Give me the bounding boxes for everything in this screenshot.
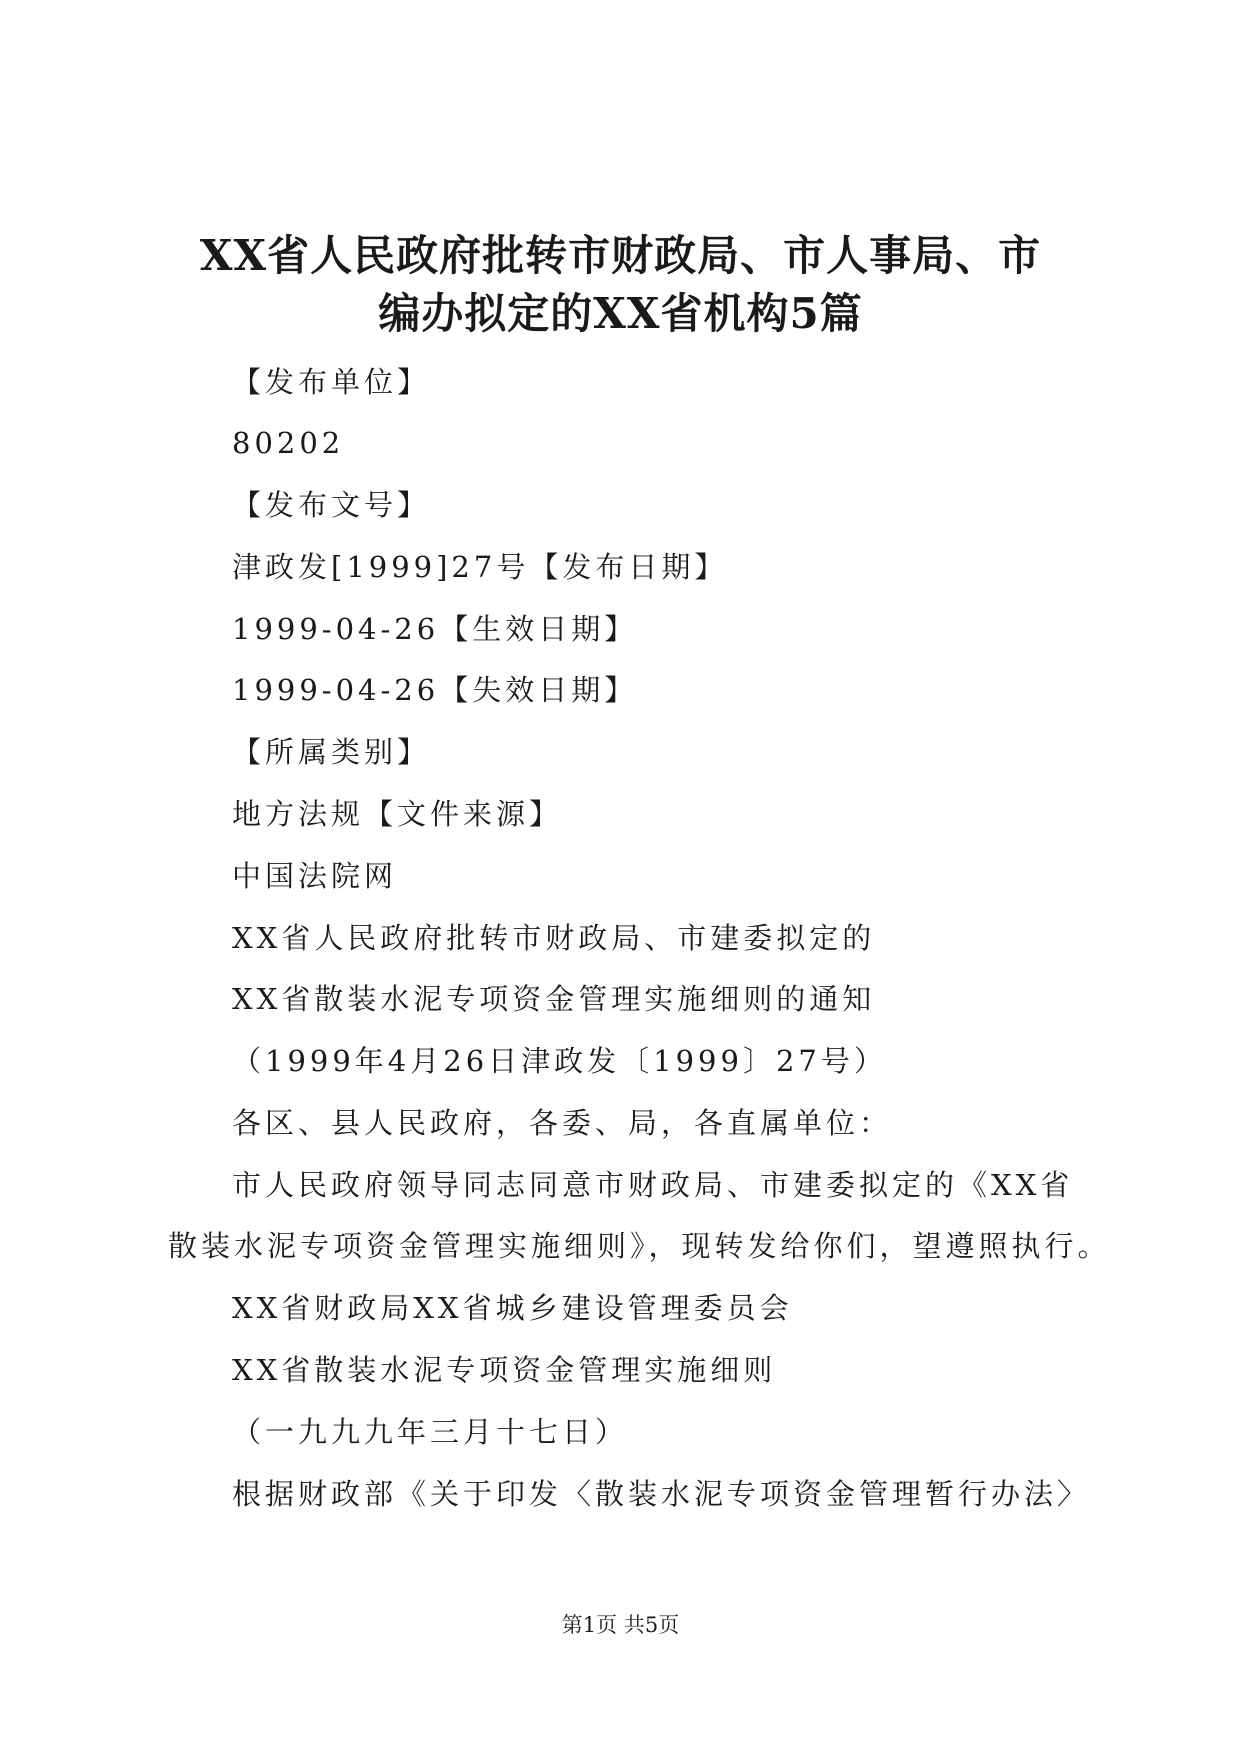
document-title-line-1: XX省人民政府批转市财政局、市人事局、市	[199, 231, 1042, 280]
field-value-doc-number: 津政发[1999]27号【发布日期】	[232, 550, 728, 584]
field-value-effective-date: 1999-04-26【失效日期】	[232, 673, 638, 707]
notice-heading-line-1: XX省人民政府批转市财政局、市建委拟定的	[232, 921, 876, 955]
field-label-category: 【所属类别】	[232, 735, 431, 769]
notice-heading-line-2: XX省散装水泥专项资金管理实施细则的通知	[232, 982, 876, 1016]
field-value-category: 地方法规【文件来源】	[232, 797, 563, 831]
notice-date-reference: （1999年4月26日津政发〔1999〕27号）	[232, 1044, 887, 1078]
rules-body-line-1: 根据财政部《关于印发〈散装水泥专项资金管理暂行办法〉	[232, 1477, 1091, 1511]
issuing-bodies: XX省财政局XX省城乡建设管理委员会	[232, 1291, 793, 1325]
notice-body-line-2: 散装水泥专项资金管理实施细则》，现转发给你们，望遵照执行。	[168, 1229, 1111, 1263]
document-title-line-2: 编办拟定的XX省机构5篇	[378, 289, 863, 338]
notice-addressees: 各区、县人民政府，各委、局，各直属单位：	[232, 1106, 893, 1140]
page-indicator: 第1页 共5页	[561, 1613, 680, 1637]
field-value-publish-date: 1999-04-26【生效日期】	[232, 612, 638, 646]
rules-date: （一九九九年三月十七日）	[232, 1415, 629, 1449]
notice-body-line-1: 市人民政府领导同志同意市财政局、市建委拟定的《XX省	[232, 1168, 1074, 1202]
rules-title: XX省散装水泥专项资金管理实施细则	[232, 1353, 777, 1387]
field-value-publisher: 80202	[232, 426, 345, 460]
field-label-publisher: 【发布单位】	[232, 365, 431, 399]
field-label-doc-number: 【发布文号】	[232, 488, 431, 522]
field-value-source: 中国法院网	[232, 859, 398, 893]
